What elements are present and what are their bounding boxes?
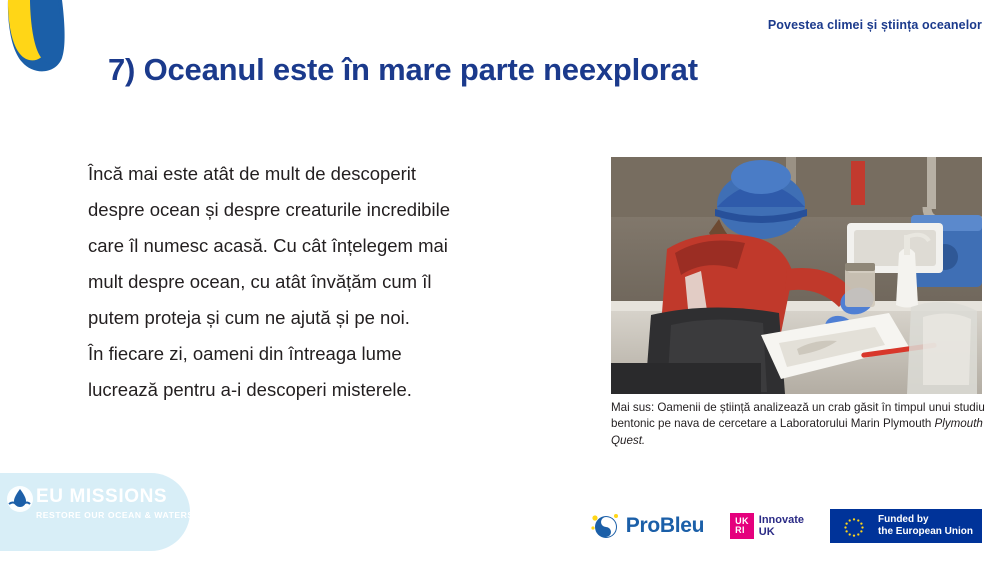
decorative-logo-mark bbox=[0, 0, 120, 120]
caption-vessel-name: Plymouth Quest. bbox=[611, 417, 983, 447]
eu-funding-logo bbox=[830, 509, 982, 543]
photo-illustration bbox=[611, 157, 982, 394]
innovate-uk-line2: UK bbox=[758, 526, 775, 538]
page-title: 7) Oceanul este în mare parte neexplorat bbox=[108, 52, 698, 87]
eu-flag-icon bbox=[837, 515, 871, 538]
body-line: care îl numesc acasă. Cu cât înțelegem mai bbox=[88, 235, 448, 257]
probleu-swirl-icon bbox=[590, 511, 620, 541]
eu-missions-badge bbox=[0, 473, 200, 557]
body-line: Încă mai este atât de mult de descoperit bbox=[88, 163, 417, 184]
probleu-logo bbox=[590, 511, 704, 541]
body-line: În fiecare zi, oameni din întreaga lume bbox=[88, 343, 402, 365]
eu-funding-text bbox=[878, 514, 973, 538]
photo-caption bbox=[611, 400, 986, 449]
probleu-wordmark: ProBleu bbox=[625, 514, 705, 537]
body-line: putem proteja și cum ne ajută și pe noi. bbox=[88, 307, 410, 329]
body-line: lucrează pentru a-i descoperi misterele. bbox=[88, 379, 412, 401]
scientist-analysing-crab-photo bbox=[611, 157, 982, 394]
ukri-logo bbox=[730, 513, 804, 539]
badge-text-block bbox=[36, 487, 194, 520]
eu-funding-line2: the European Union bbox=[878, 526, 973, 537]
eu-missions-subtitle: RESTORE OUR OCEAN & WATERS bbox=[36, 509, 194, 520]
body-copy bbox=[88, 156, 558, 408]
header-eyebrow: Povestea climei și știința oceanelor bbox=[767, 18, 982, 32]
sponsor-logo-row bbox=[590, 507, 982, 545]
ukri-mark bbox=[730, 513, 754, 539]
corner-shape-icon bbox=[0, 0, 120, 120]
ukri-mark-line2: RI bbox=[735, 525, 745, 535]
eu-missions-title: EU MISSIONS bbox=[36, 486, 168, 507]
ukri-mark-line1: UK bbox=[735, 515, 749, 526]
caption-text: Mai sus: Oamenii de știință analizează un crab găsit în timpul unui studiu bentonic pe nava de cercetare a Laboratorului Marin Plymouth bbox=[611, 401, 985, 431]
wave-drop-icon bbox=[6, 485, 34, 513]
body-line: mult despre ocean, cu atât învățăm cum îl bbox=[88, 271, 432, 293]
innovate-uk-line1: Innovate bbox=[758, 513, 804, 526]
eu-funding-line1: Funded by bbox=[878, 514, 929, 526]
body-line: despre ocean și despre creaturile incredibile bbox=[88, 199, 450, 221]
innovate-uk-label bbox=[759, 514, 804, 538]
